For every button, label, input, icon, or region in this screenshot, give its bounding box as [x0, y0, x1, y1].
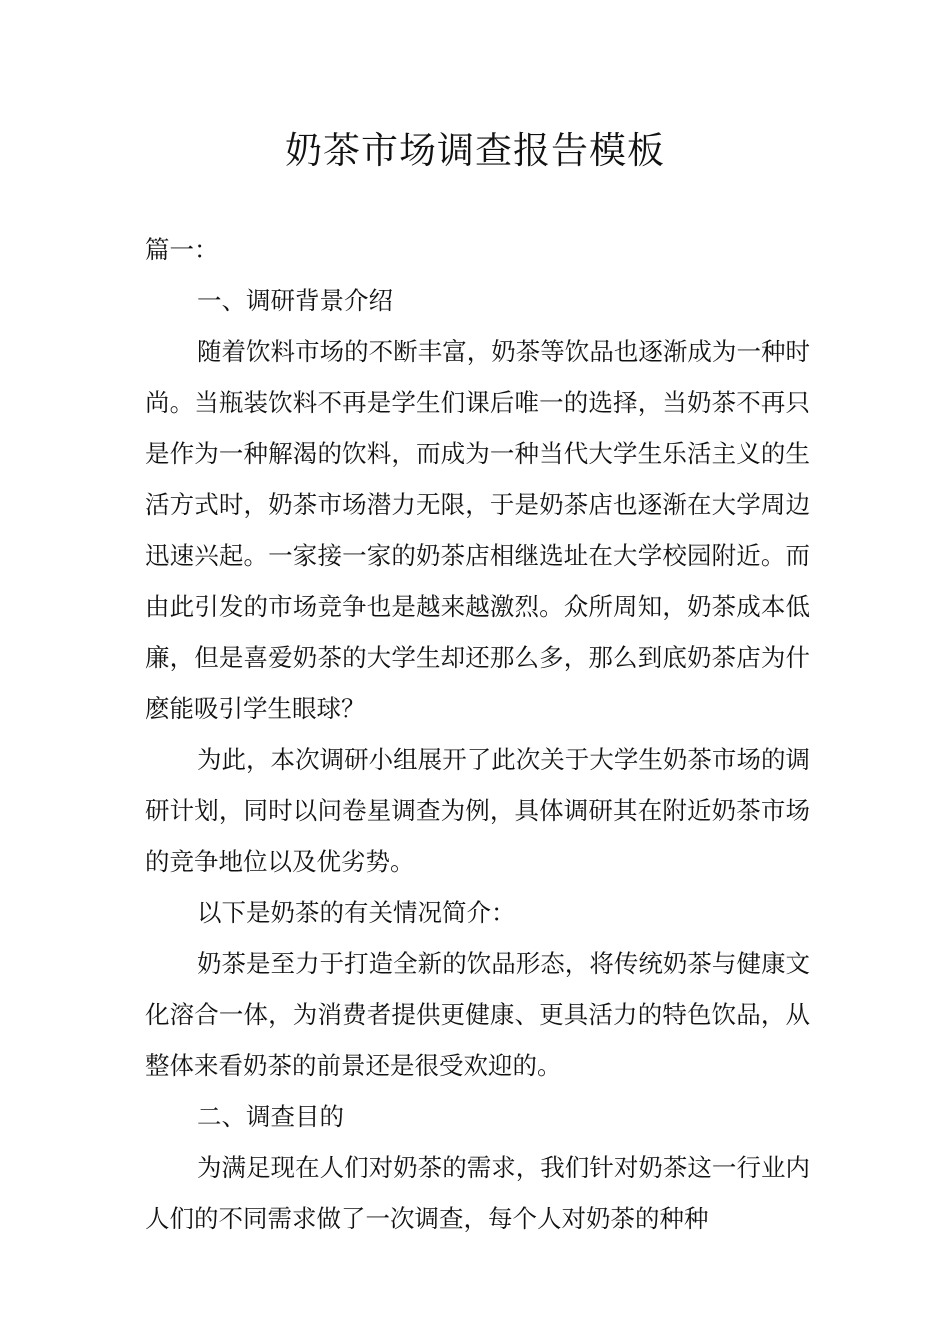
paragraph-chapter-label: 篇一： [145, 235, 219, 264]
paragraph-research-plan: 为此，本次调研小组展开了此次关于大学生奶茶市场的调研计划，同时以问卷星调查为例，具体调研其在附近奶茶市场的竞争地位以及优劣势。 [145, 745, 810, 876]
section-heading-background: 一、调研背景介绍 [197, 286, 393, 315]
document-body [145, 224, 810, 1244]
paragraph-intro-lead: 以下是奶茶的有关情况简介： [197, 898, 516, 927]
section-heading-purpose: 二、调查目的 [197, 1102, 344, 1131]
document-title: 奶茶市场调查报告模板 [285, 129, 665, 172]
paragraph-background: 随着饮料市场的不断丰富，奶茶等饮品也逐渐成为一种时尚。当瓶装饮料不再是学生们课后唯一的选择，当奶茶不再只是作为一种解渴的饮料，而成为一种当代大学生乐活主义的生活方式时，奶茶市场潜力无限，于是奶茶店也逐渐在大学周边迅速兴起。一家接一家的奶茶店相继选址在大学校园附近。而由此引发的市场竞争也是越来越激烈。众所周知，奶茶成本低廉，但是喜爱奶茶的大学生却还那么多，那么到底奶茶店为什麽能吸引学生眼球？ [145, 337, 810, 723]
paragraph-purpose: 为满足现在人们对奶茶的需求，我们针对奶茶这一行业内人们的不同需求做了一次调查，每个人对奶茶的种种 [145, 1153, 810, 1233]
paragraph-milk-tea-intro: 奶茶是至力于打造全新的饮品形态，将传统奶茶与健康文化溶合一体，为消费者提供更健康、更具活力的特色饮品，从整体来看奶茶的前景还是很受欢迎的。 [145, 949, 810, 1080]
